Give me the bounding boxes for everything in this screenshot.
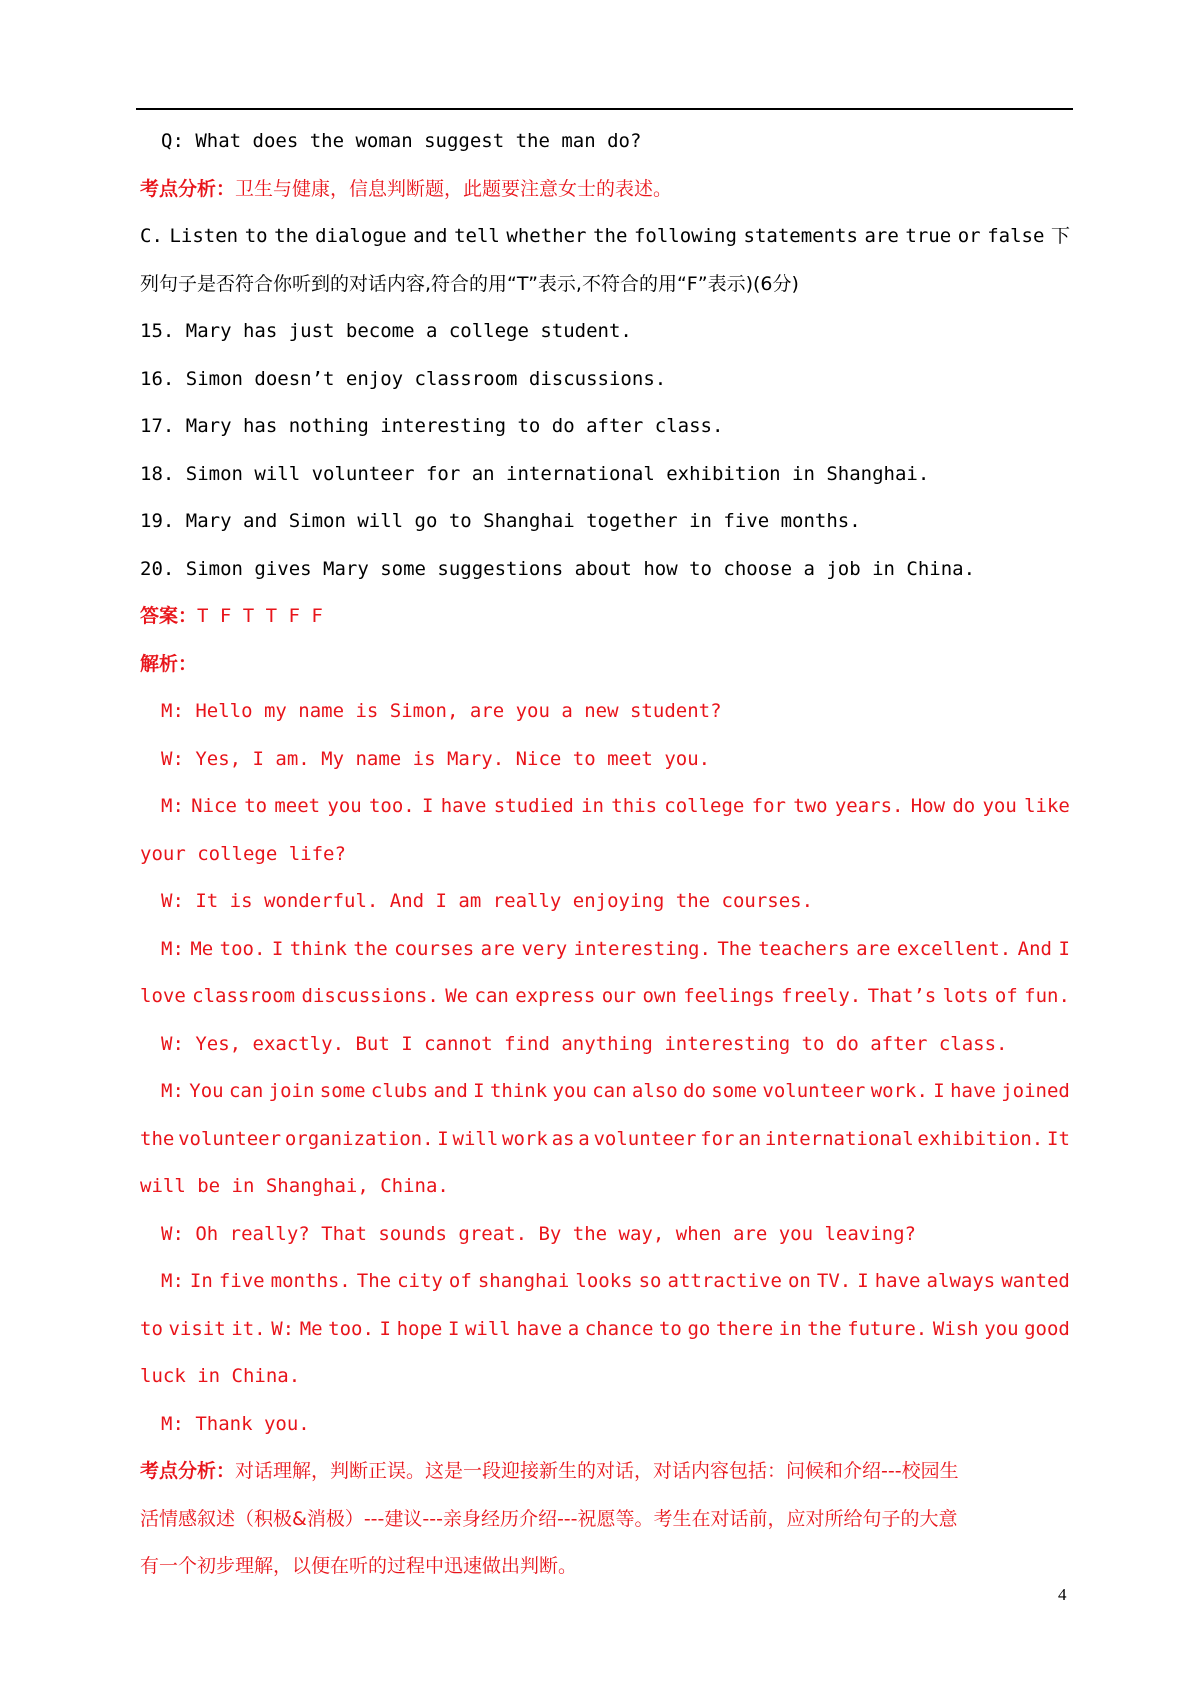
word: interesting. bbox=[573, 937, 711, 960]
word: are bbox=[480, 937, 515, 960]
word: own bbox=[642, 985, 677, 1007]
word: this bbox=[611, 795, 658, 817]
statement-15: 15. Mary has just become a college student. bbox=[140, 320, 632, 342]
word: work. bbox=[870, 1080, 928, 1102]
word: volunteer bbox=[593, 1127, 697, 1150]
word: true bbox=[905, 225, 952, 247]
word: an bbox=[738, 1127, 762, 1150]
word: visit bbox=[168, 1317, 226, 1340]
word: have bbox=[874, 1270, 921, 1292]
word: think bbox=[289, 937, 347, 960]
analysis-2-line-2: 活情感叙述（积极&消极）---建议---亲身经历介绍---祝愿等。考生在对话前，应对所给句子的大意 bbox=[140, 1507, 958, 1530]
word: chance bbox=[584, 1317, 654, 1340]
explanation-label: 解析： bbox=[140, 652, 198, 675]
dialogue-line: W: It is wonderful. And I am really enjoying the courses. bbox=[161, 890, 814, 912]
word: tell bbox=[454, 225, 500, 247]
word: do bbox=[952, 795, 976, 817]
word: courses bbox=[394, 937, 475, 960]
word: discussions. bbox=[301, 985, 439, 1007]
word: have bbox=[950, 1080, 996, 1102]
word: feelings bbox=[683, 985, 775, 1007]
word: I bbox=[933, 1080, 945, 1102]
word: M: bbox=[161, 795, 184, 817]
word: so bbox=[638, 1270, 662, 1292]
statement-20: 20. Simon gives Mary some suggestions about how to choose a job in China. bbox=[140, 557, 976, 580]
word: future. bbox=[847, 1317, 928, 1340]
word: in bbox=[581, 795, 604, 817]
word: hope bbox=[396, 1317, 443, 1340]
word: the bbox=[353, 937, 388, 960]
dialogue-line: M: Thank you. bbox=[161, 1412, 310, 1435]
word: W: bbox=[271, 1317, 295, 1340]
dialogue-line bbox=[140, 973, 1070, 1021]
dialogue-line: luck in China. bbox=[140, 1365, 301, 1387]
word: a bbox=[578, 1127, 590, 1150]
word: looks bbox=[575, 1270, 633, 1292]
word: express bbox=[515, 985, 596, 1007]
word: very bbox=[521, 937, 568, 960]
word: to bbox=[244, 225, 268, 247]
word: as bbox=[551, 1127, 575, 1150]
dialogue-line bbox=[140, 1068, 1070, 1116]
word: think bbox=[489, 1080, 548, 1102]
word: you bbox=[552, 1080, 587, 1102]
word: exhibition. bbox=[917, 1127, 1044, 1150]
word: in bbox=[778, 1317, 802, 1340]
dialogue-line: M: Hello my name is Simon, are you a new student? bbox=[161, 700, 722, 722]
word: I bbox=[857, 1270, 869, 1292]
word: It bbox=[1047, 1127, 1070, 1150]
word: attractive bbox=[667, 1270, 782, 1292]
word: have bbox=[516, 1317, 563, 1340]
word: In bbox=[189, 1270, 213, 1292]
answer-line bbox=[140, 593, 1070, 641]
word: the bbox=[593, 225, 628, 247]
word: too. bbox=[368, 795, 415, 817]
word: fun. bbox=[1024, 985, 1070, 1007]
word: the bbox=[274, 225, 309, 247]
dialogue-line bbox=[140, 926, 1070, 974]
header-rule bbox=[136, 108, 1073, 110]
word: some bbox=[319, 1080, 366, 1102]
word: work bbox=[502, 1127, 548, 1150]
word: to bbox=[140, 1317, 163, 1340]
question-line: Q: What does the woman suggest the man do? bbox=[161, 130, 642, 152]
word: lots bbox=[942, 985, 989, 1007]
word: whether bbox=[506, 225, 587, 247]
word: love bbox=[140, 985, 186, 1007]
word: a bbox=[567, 1317, 580, 1340]
word: M: bbox=[161, 1080, 184, 1102]
word: The bbox=[356, 1270, 392, 1292]
word: can bbox=[474, 985, 509, 1007]
word: months. bbox=[270, 1270, 351, 1292]
word: college bbox=[664, 795, 745, 817]
word: The bbox=[717, 937, 752, 960]
word: How bbox=[910, 795, 946, 817]
word: you bbox=[327, 795, 362, 817]
word: like bbox=[1024, 795, 1070, 817]
word: teachers bbox=[758, 937, 850, 960]
word: I bbox=[1058, 937, 1070, 960]
word: too. bbox=[219, 937, 266, 960]
word: can bbox=[228, 1080, 264, 1102]
dialogue-line: W: Oh really? That sounds great. By the way, when are you leaving? bbox=[161, 1222, 916, 1245]
word: I bbox=[379, 1317, 391, 1340]
word: it. bbox=[231, 1317, 266, 1340]
word: some bbox=[711, 1080, 758, 1102]
word: always bbox=[926, 1270, 996, 1292]
statement-16: 16. Simon doesn’t enjoy classroom discussions. bbox=[140, 367, 667, 390]
word: following bbox=[633, 225, 737, 247]
word: or bbox=[957, 225, 981, 247]
word: of bbox=[994, 985, 1018, 1007]
word: false bbox=[987, 225, 1045, 247]
word: can bbox=[592, 1080, 627, 1102]
word: join bbox=[268, 1080, 315, 1102]
word: That’s bbox=[867, 985, 937, 1007]
word: I bbox=[437, 1127, 449, 1150]
word: volunteer bbox=[762, 1080, 866, 1102]
statement-18: 18. Simon will volunteer for an international exhibition in Shanghai. bbox=[140, 462, 930, 485]
word: our bbox=[601, 985, 637, 1007]
word: also bbox=[631, 1080, 678, 1102]
word: statements bbox=[743, 225, 858, 247]
word: Listen bbox=[169, 225, 239, 247]
word: clubs bbox=[370, 1080, 429, 1102]
analysis-1 bbox=[140, 166, 1070, 214]
word: years. bbox=[834, 795, 904, 817]
word: joined bbox=[1001, 1080, 1070, 1102]
dialogue-line bbox=[140, 1306, 1070, 1354]
word: you bbox=[982, 795, 1017, 817]
word: to bbox=[244, 795, 268, 817]
analysis-text: 卫生与健康，信息判断题，此题要注意女士的表述。 bbox=[235, 177, 673, 200]
analysis-2-text: 对话理解，判断正误。这是一段迎接新生的对话，对话内容包括：问候和介绍---校园生 bbox=[235, 1460, 959, 1482]
word: meet bbox=[274, 795, 321, 817]
word: Me bbox=[190, 937, 214, 960]
word: there bbox=[715, 1317, 774, 1340]
dialogue-line: will be in Shanghai, China. bbox=[140, 1175, 449, 1197]
word: have bbox=[440, 795, 487, 817]
word: volunteer bbox=[178, 1127, 282, 1150]
word: the bbox=[807, 1317, 842, 1340]
word: will bbox=[464, 1317, 511, 1340]
word: freely. bbox=[781, 985, 862, 1007]
word: M: bbox=[161, 1270, 184, 1292]
word: TV. bbox=[816, 1270, 852, 1292]
dialogue-line bbox=[140, 1116, 1070, 1164]
word: international bbox=[764, 1127, 914, 1150]
word: You bbox=[189, 1080, 224, 1102]
answer-text: T F T T F F bbox=[197, 605, 323, 627]
document-body bbox=[140, 118, 1070, 1591]
word: dialogue bbox=[315, 225, 407, 247]
answer-label: 答案： bbox=[140, 605, 198, 627]
analysis-2-line-3: 有一个初步理解，以便在听的过程中迅速做出判断。 bbox=[140, 1555, 578, 1577]
word: two bbox=[793, 795, 828, 817]
page-number: 4 bbox=[1058, 1585, 1067, 1604]
word: Wish bbox=[932, 1317, 979, 1340]
word: of bbox=[448, 1270, 472, 1292]
word: excellent. bbox=[896, 937, 1012, 960]
word: organization. bbox=[284, 1127, 434, 1150]
analysis-2-line-1 bbox=[140, 1448, 1070, 1496]
word: do bbox=[683, 1080, 706, 1102]
word: are bbox=[856, 937, 891, 960]
analysis-2-label: 考点分析： bbox=[140, 1460, 236, 1482]
word: for bbox=[700, 1127, 735, 1150]
word: Me bbox=[299, 1317, 323, 1340]
word: you bbox=[984, 1317, 1019, 1340]
word: classroom bbox=[192, 985, 296, 1007]
section-c-line-1 bbox=[140, 213, 1070, 261]
statement-17: 17. Mary has nothing interesting to do after class. bbox=[140, 415, 724, 437]
word: And bbox=[1017, 937, 1052, 960]
word: C. bbox=[140, 225, 163, 247]
dialogue-line: W: Yes, exactly. But I cannot find anything interesting to do after class. bbox=[161, 1032, 1008, 1055]
word: five bbox=[218, 1270, 265, 1292]
word: I bbox=[447, 1317, 460, 1340]
word: go bbox=[687, 1317, 711, 1340]
word: M: bbox=[161, 937, 184, 960]
dialogue-line: your college life? bbox=[140, 842, 346, 865]
word: are bbox=[864, 225, 899, 247]
word: I bbox=[473, 1080, 485, 1102]
word: shanghai bbox=[477, 1270, 570, 1292]
word: wanted bbox=[1001, 1270, 1070, 1292]
word: too. bbox=[328, 1317, 374, 1340]
word: for bbox=[751, 795, 786, 817]
dialogue-line bbox=[140, 783, 1070, 831]
word: I bbox=[271, 937, 284, 960]
word: and bbox=[433, 1080, 468, 1102]
analysis-label: 考点分析： bbox=[140, 177, 236, 200]
word: the bbox=[140, 1127, 175, 1150]
dialogue-line bbox=[140, 1258, 1070, 1306]
word: I bbox=[422, 795, 434, 817]
word: to bbox=[658, 1317, 682, 1340]
statement-19: 19. Mary and Simon will go to Shanghai together in five months. bbox=[140, 510, 861, 532]
word: good bbox=[1024, 1317, 1070, 1340]
word: We bbox=[445, 985, 469, 1007]
word: studied bbox=[493, 795, 574, 817]
word: city bbox=[397, 1270, 443, 1292]
word: 下 bbox=[1050, 225, 1070, 247]
section-c-line-2: 列句子是否符合你听到的对话内容,符合的用“T”表示,不符合的用“F”表示)(6分) bbox=[140, 272, 799, 295]
word: on bbox=[787, 1270, 811, 1292]
word: will bbox=[452, 1127, 499, 1150]
dialogue-line: W: Yes, I am. My name is Mary. Nice to meet you. bbox=[161, 747, 711, 770]
word: and bbox=[413, 225, 448, 247]
word: Nice bbox=[191, 795, 237, 817]
